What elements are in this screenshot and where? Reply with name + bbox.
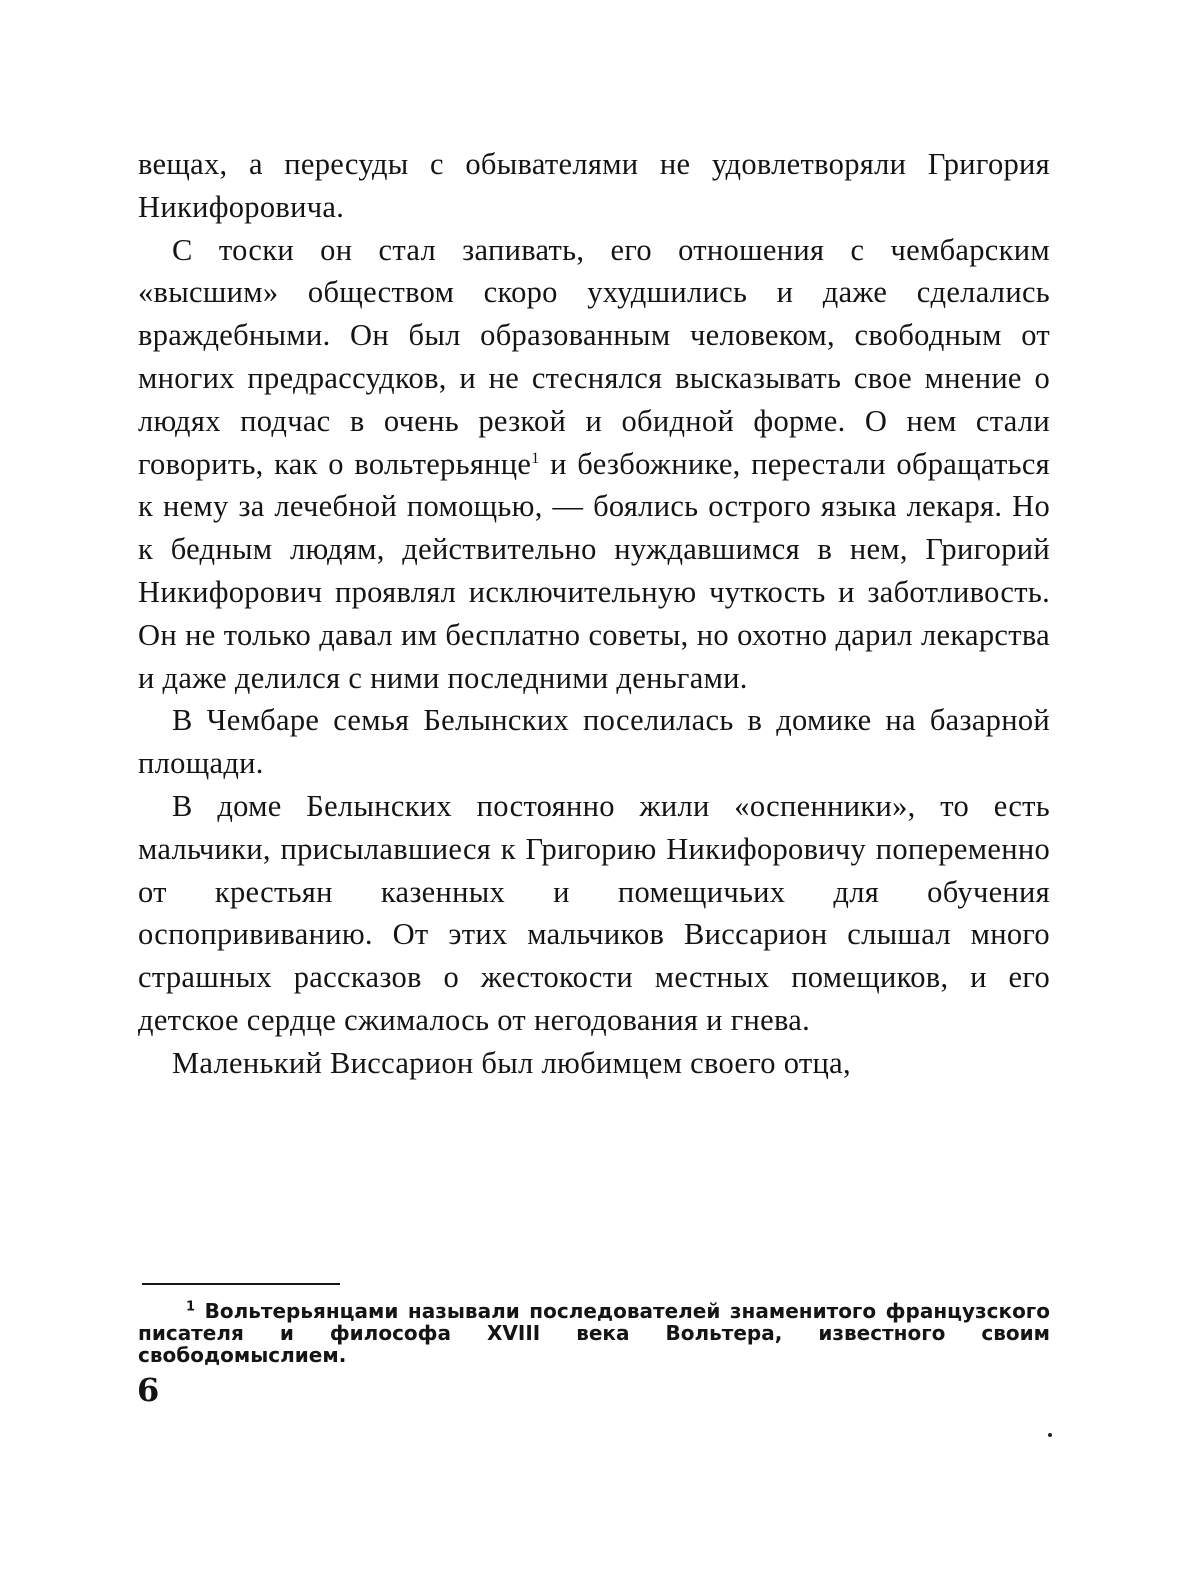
footnote-text: Вольтерьянцами называли последователей знаменитого французского писателя и философа XVIII века Вольтера, известного своим свободомыслием. bbox=[138, 1299, 1050, 1367]
paragraph bbox=[138, 785, 1050, 1042]
footnote bbox=[138, 1300, 1050, 1366]
paragraph bbox=[138, 229, 1050, 700]
paragraph bbox=[138, 699, 1050, 785]
paragraph bbox=[138, 1042, 1050, 1085]
paragraph-text: В доме Белынских постоянно жили «оспенники», то есть мальчики, присылавшиеся к Григорию Никифоровичу попеременно от крестьян казенных и помещичьих для обучения оспопрививанию. От этих мальчиков Виссарион слышал много страшных рассказов о жестокости местных помещиков, и его детское сердце сжималось от негодования и гнева. bbox=[138, 788, 1050, 1037]
paragraph-text: В Чембаре семья Белынских поселилась в домике на базарной площади. bbox=[138, 703, 1050, 781]
paragraph-continuation bbox=[138, 143, 1050, 229]
footnote-marker: 1 bbox=[186, 1299, 196, 1315]
footnotes bbox=[138, 1300, 1050, 1366]
paragraph-text: Маленький Виссарион был любимцем своего отца, bbox=[172, 1045, 851, 1080]
footnote-divider bbox=[142, 1283, 340, 1285]
footnote-reference: 1 bbox=[531, 449, 540, 467]
main-text bbox=[138, 143, 1050, 1085]
paragraph-text: вещах, а пересуды с обывателями не удовлетворяли Григория Никифоровича. bbox=[138, 147, 1050, 224]
paragraph-text: и безбожнике, перестали обращаться к нему за лечебной помощью, — боялись острого языка лекаря. Но к бедным людям, действительно нуждавшимся в нем, Григорий Никифорович проявлял исключительную чуткость и заботливость. Он не только давал им бесплатно советы, но охотно дарил лекарства и даже делился с ними последними деньгами. bbox=[138, 446, 1050, 695]
page-number: 6 bbox=[137, 1371, 160, 1409]
scan-speck bbox=[1048, 1433, 1052, 1437]
paragraph-text: С тоски он стал запивать, его отношения с чембарским «высшим» обществом скоро ухудшились и даже сделались враждебными. Он был образованным человеком, свободным от многих предрассудков, и не стеснялся высказывать свое мнение о людях подчас в очень резкой и обидной форме. О нем стали говорить, как о вольтерьянце bbox=[138, 232, 1050, 481]
